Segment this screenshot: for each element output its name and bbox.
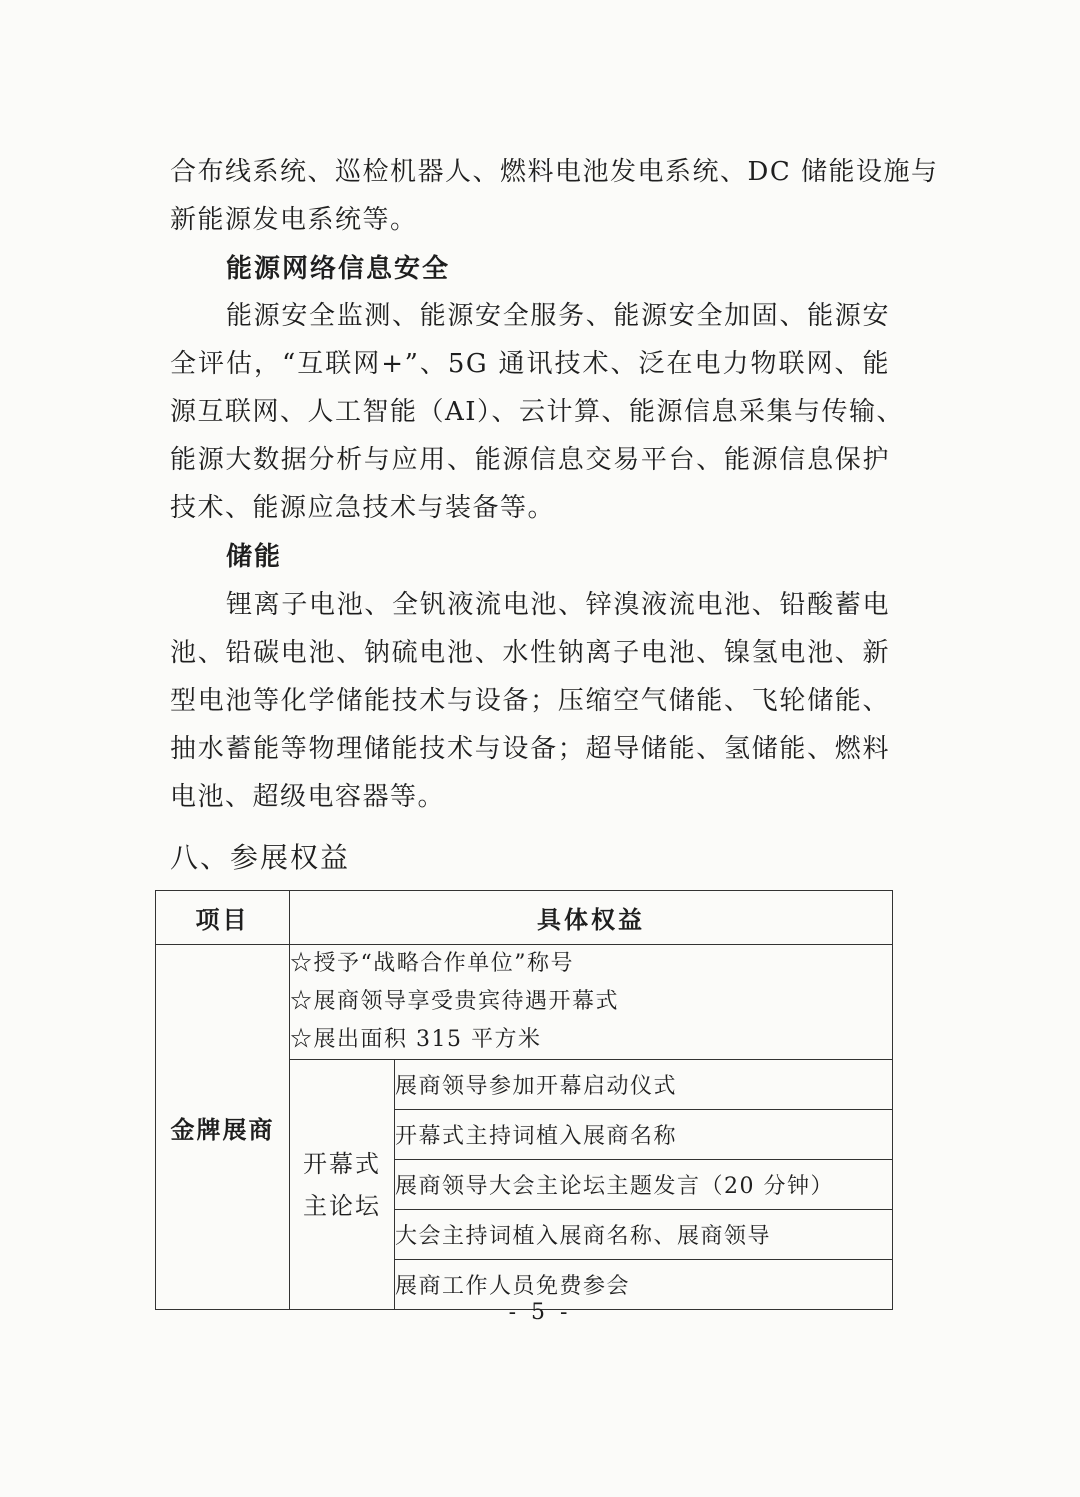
- sub-benefit-item: 展商领导大会主论坛主题发言（20 分钟）: [395, 1160, 893, 1210]
- subheading-storage: 储能: [226, 542, 283, 572]
- sub-benefit-item: 展商领导参加开幕启动仪式: [395, 1060, 893, 1110]
- sub-benefit-item: 展商工作人员免费参会: [395, 1260, 893, 1310]
- paragraph-line: 源互联网、人工智能（AI）、云计算、能源信息采集与传输、: [170, 397, 905, 427]
- benefit-item: ☆授予“战略合作单位”称号: [290, 951, 574, 976]
- paragraph-line: 合布线系统、巡检机器人、燃料电池发电系统、DC 储能设施与: [170, 157, 939, 187]
- page-number: - 5 -: [508, 1300, 572, 1325]
- benefits-table: [155, 890, 893, 1310]
- paragraph-line: 能源大数据分析与应用、能源信息交易平台、能源信息保护: [170, 445, 890, 475]
- benefit-item: ☆展出面积 315 平方米: [290, 1027, 542, 1052]
- sub-label-line: 主论坛: [303, 1191, 381, 1220]
- paragraph-line: 能源安全监测、能源安全服务、能源安全加固、能源安: [226, 301, 890, 331]
- paragraph-line: 型电池等化学储能技术与设备；压缩空气储能、飞轮储能、: [170, 686, 890, 716]
- sub-label-line: 开幕式: [303, 1149, 381, 1178]
- section-title: 八、参展权益: [170, 841, 351, 874]
- sub-benefit-item: 开幕式主持词植入展商名称: [395, 1110, 893, 1160]
- header-benefit: 具体权益: [290, 891, 893, 945]
- sub-label-opening-forum: [290, 1060, 395, 1310]
- paragraph-line: 技术、能源应急技术与装备等。: [170, 493, 556, 523]
- header-item: 项目: [156, 891, 290, 945]
- paragraph-line: 新能源发电系统等。: [170, 205, 418, 235]
- sub-benefit-item: 大会主持词植入展商名称、展商领导: [395, 1210, 893, 1260]
- subheading-security: 能源网络信息安全: [226, 254, 451, 284]
- paragraph-line: 池、铅碳电池、钠硫电池、水性钠离子电池、镍氢电池、新: [170, 638, 890, 668]
- row-label-gold-exhibitor: 金牌展商: [156, 945, 290, 1310]
- general-benefits-cell: [290, 945, 893, 1060]
- paragraph-line: 全评估，“互联网+”、5G 通讯技术、泛在电力物联网、能: [170, 349, 890, 379]
- paragraph-line: 抽水蓄能等物理储能技术与设备；超导储能、氢储能、燃料: [170, 734, 890, 764]
- table-header-row: [156, 891, 893, 945]
- table-row: [156, 945, 893, 1060]
- paragraph-line: 锂离子电池、全钒液流电池、锌溴液流电池、铅酸蓄电: [226, 590, 890, 620]
- paragraph-line: 电池、超级电容器等。: [170, 782, 446, 812]
- benefit-item: ☆展商领导享受贵宾待遇开幕式: [290, 989, 620, 1014]
